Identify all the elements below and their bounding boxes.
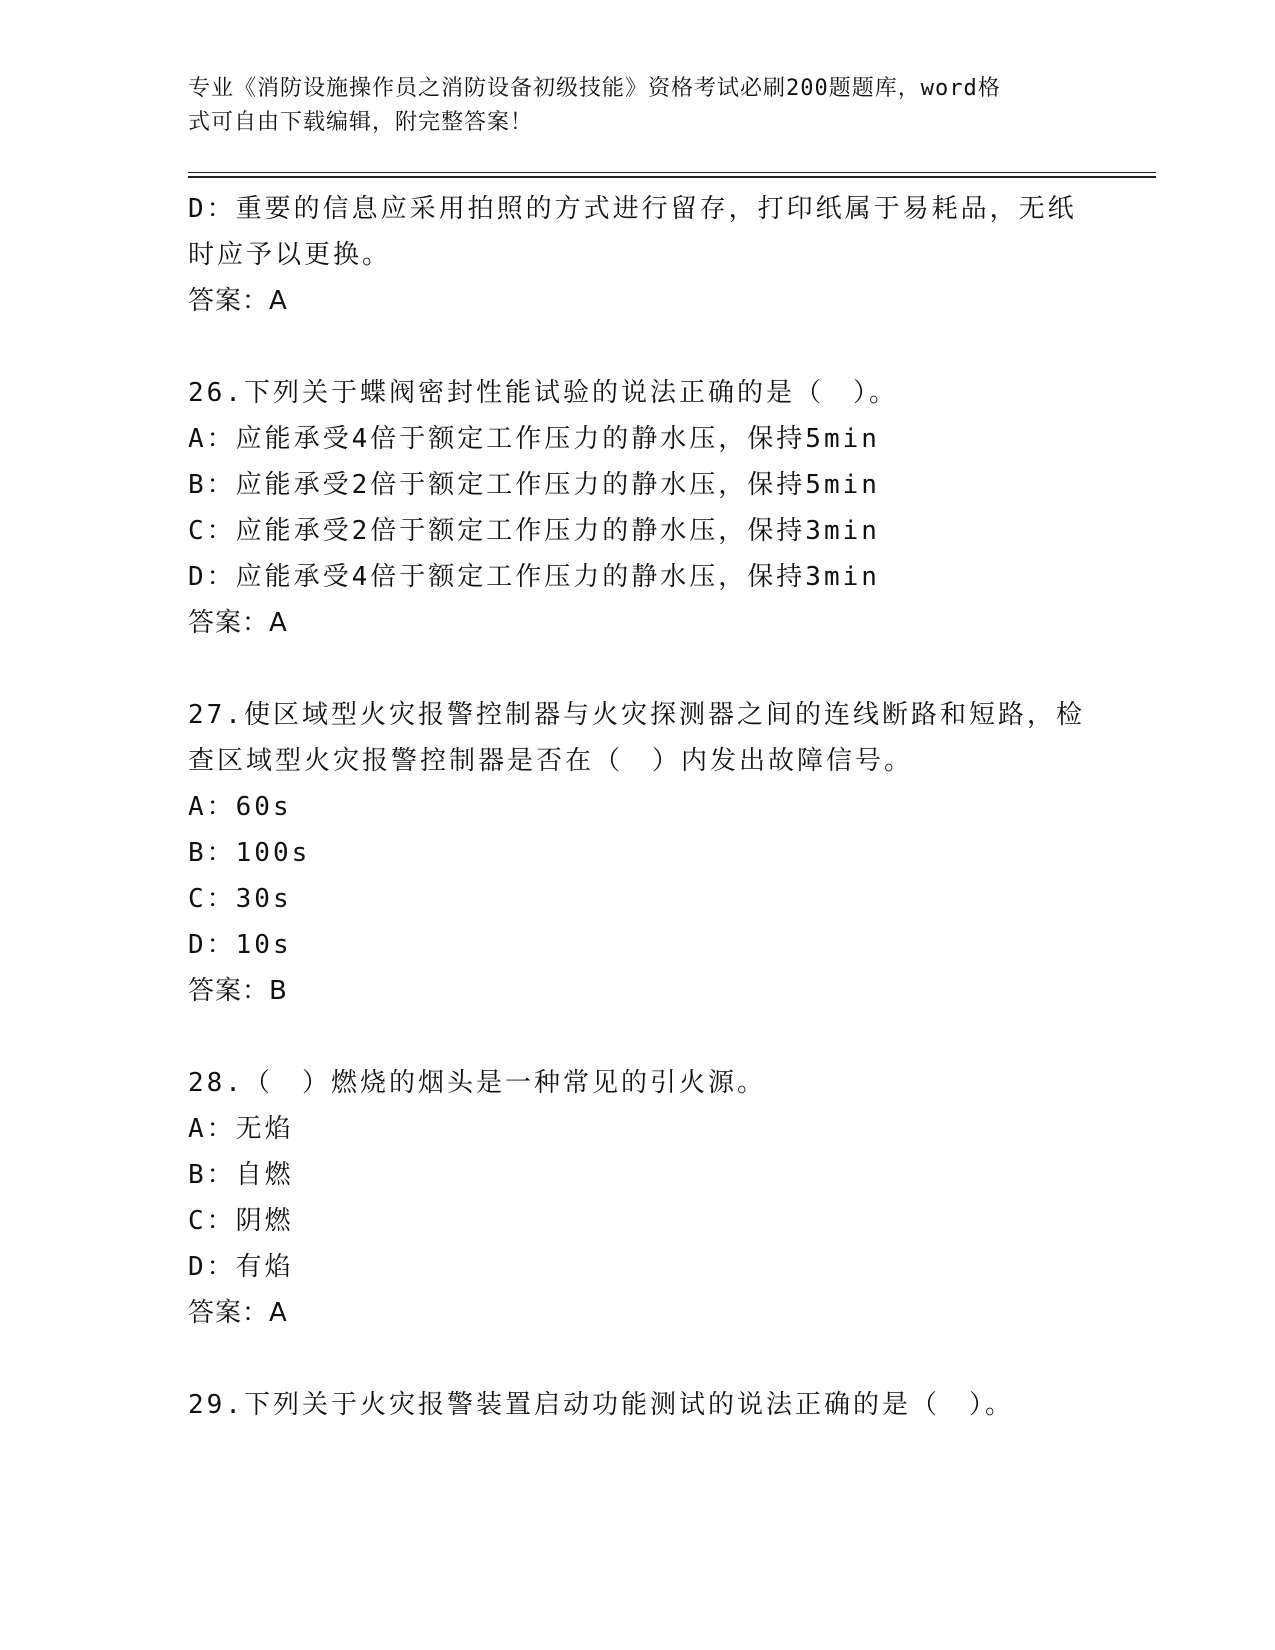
option-d: D：有焰 [188, 1252, 294, 1282]
document-header [188, 72, 1068, 140]
header-line-2: 式可自由下载编辑，附完整答案！ [188, 110, 534, 135]
option-a: A：60s [188, 792, 292, 822]
header-divider-thick [188, 176, 1156, 178]
question-list [188, 186, 1088, 1428]
option-c: C：阴燃 [188, 1206, 294, 1236]
question-stem: 29.下列关于火灾报警装置启动功能测试的说法正确的是（ ）。 [188, 1390, 1014, 1420]
question-26 [188, 370, 1088, 646]
answer-line: 答案：B [188, 976, 288, 1006]
option-d: D：10s [188, 930, 292, 960]
option-b: B：应能承受2倍于额定工作压力的静水压，保持5min [188, 470, 880, 500]
question-28 [188, 1060, 1088, 1336]
spacer [188, 1014, 1088, 1060]
option-a: A：应能承受4倍于额定工作压力的静水压，保持5min [188, 424, 880, 454]
option-c: C：30s [188, 884, 292, 914]
option-b: B：自燃 [188, 1160, 294, 1190]
answer-line: 答案：A [188, 608, 288, 638]
question-29 [188, 1382, 1088, 1428]
header-line-1: 专业《消防设施操作员之消防设备初级技能》资格考试必刷200题题库，word格 [188, 76, 1001, 101]
option-d: D：应能承受4倍于额定工作压力的静水压，保持3min [188, 562, 880, 592]
spacer [188, 324, 1088, 370]
question-stem: 27.使区域型火灾报警控制器与火灾探测器之间的连线断路和短路，检 [188, 700, 1085, 730]
spacer [188, 646, 1088, 692]
question-27 [188, 692, 1088, 1014]
option-d: D：重要的信息应采用拍照的方式进行留存，打印纸属于易耗品，无纸 [188, 194, 1077, 224]
option-d-continued: 时应予以更换。 [188, 240, 392, 270]
option-c: C：应能承受2倍于额定工作压力的静水压，保持3min [188, 516, 880, 546]
header-divider-thin [188, 172, 1156, 173]
question-stem: 26.下列关于蝶阀密封性能试验的说法正确的是（ ）。 [188, 378, 898, 408]
answer-line: 答案：A [188, 286, 288, 316]
spacer [188, 1336, 1088, 1382]
question-stem-continued: 查区域型火灾报警控制器是否在（ ）内发出故障信号。 [188, 746, 914, 776]
option-a: A：无焰 [188, 1114, 294, 1144]
option-b: B：100s [188, 838, 311, 868]
question-stem: 28.（ ）燃烧的烟头是一种常见的引火源。 [188, 1068, 766, 1098]
prev-question-tail [188, 186, 1088, 324]
answer-line: 答案：A [188, 1298, 288, 1328]
